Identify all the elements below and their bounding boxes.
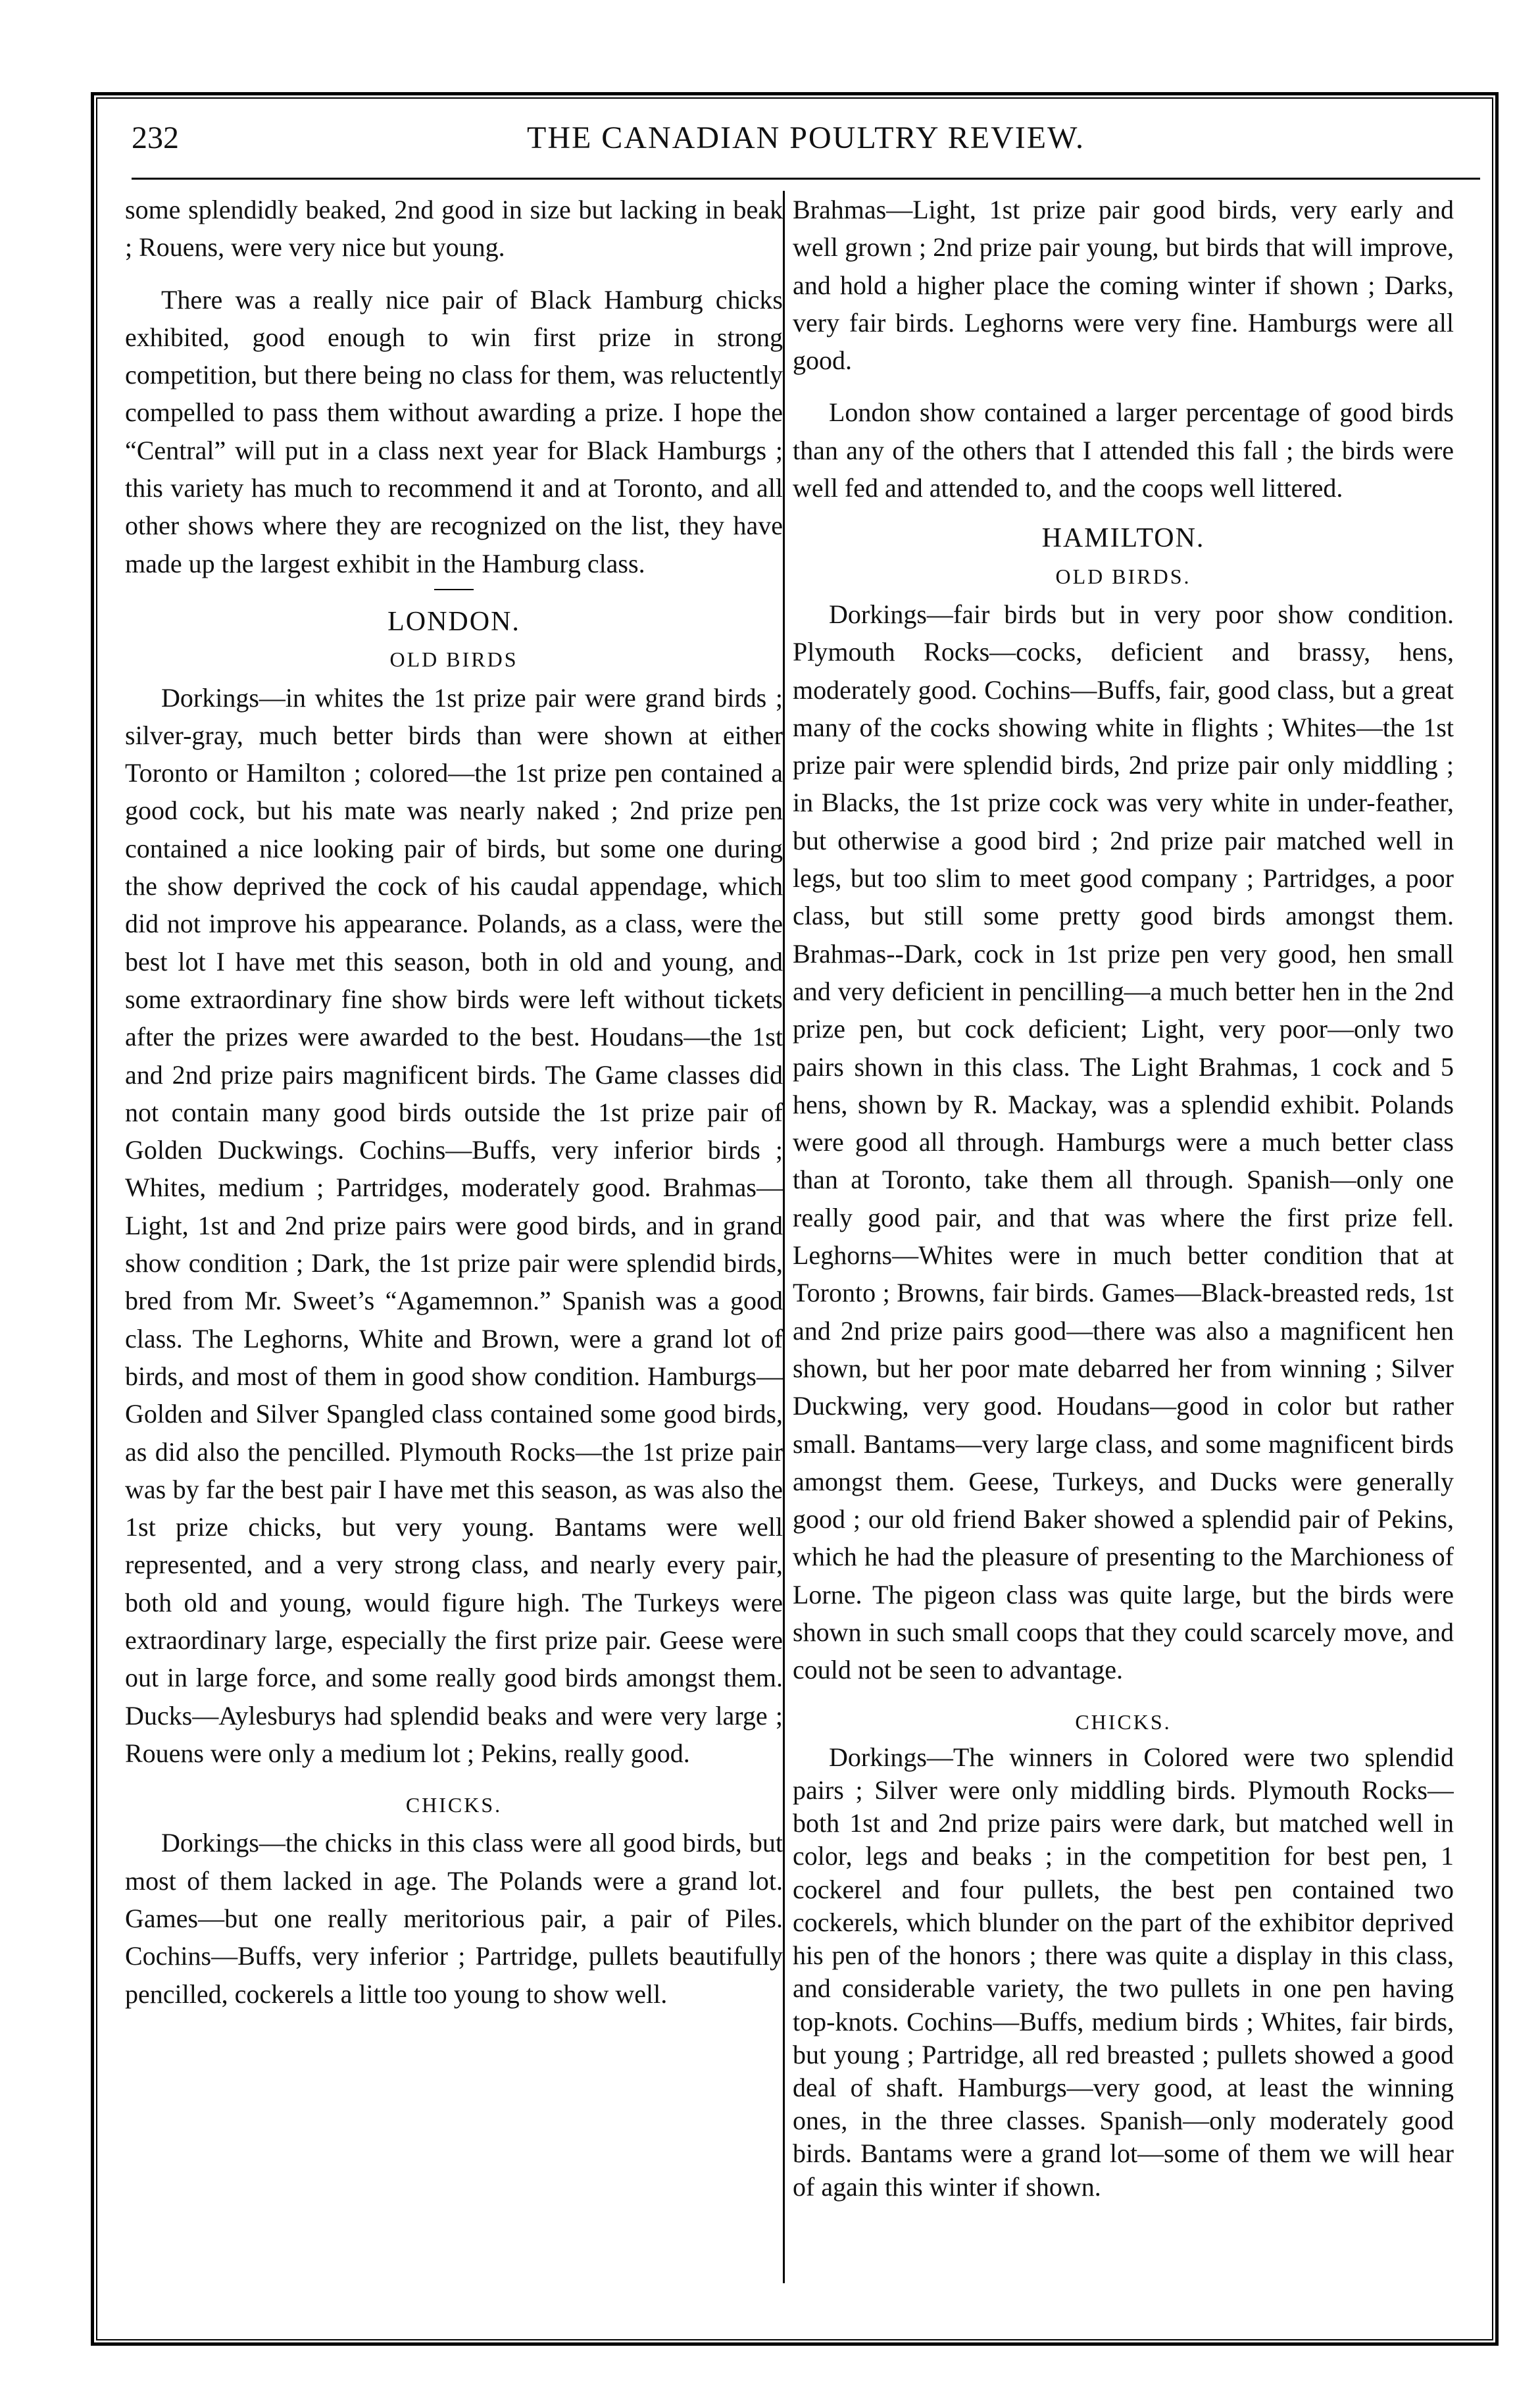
section-divider <box>434 589 474 590</box>
left-column <box>125 191 783 2290</box>
subheading-chicks: CHICKS. <box>1075 1709 1172 1734</box>
header-rule <box>132 178 1480 180</box>
paragraph: Dorkings—in whites the 1st prize pair were grand birds ; silver-gray, much better birds than were shown at either Toronto or Hamilton ; colored—the 1st prize pen contained a good cock, but his mate was nearly naked ; 2nd prize pen contained a nice looking pair of birds, but some one during the show deprived the cock of his caudal appendage, which did not improve his appearance. Polands, as a class, were the best lot I have met this season, both in old and young, and some extraordinary fine show birds were left without tickets after the prizes were awarded to the best. Houdans—the 1st and 2nd prize pairs magnificent birds. The Game classes did not contain many good birds outside the 1st prize pair of Golden Duckwings. Cochins—Buffs, very inferior birds ; Whites, medium ; Partridges, moderately good. Brahmas—Light, 1st and 2nd prize pairs were good birds, and in grand show condition ; Dark, the 1st prize pair were splendid birds, bred from Mr. Sweet’s “Agamemnon.” Spanish was a good class. The Leghorns, White and Brown, were a grand lot of birds, and most of them in good show condition. Hamburgs—Golden and Silver Spangled class contained some good birds, as did also the pencilled. Plymouth Rocks—the 1st prize pair was by far the best pair I have met this season, as was also the 1st prize chicks, but very young. Bantams were well represented, and a very strong class, and nearly every pair, both old and young, would figure high. The Turkeys were extraordinary large, especially the first prize pair. Geese were out in large force, and some really good birds amongst them. Ducks—Aylesburys had splendid beaks and were very large ; Rouens were only a medium lot ; Pekins, really good. <box>125 682 783 1768</box>
paragraph: Dorkings—fair birds but in very poor show condition. Plymouth Rocks—cocks, deficient and brassy, hens, moderately good. Cochins—Buffs, fair, good class, but a great many of the cocks showing white in flights ; Whites—the 1st prize pair were splendid birds, 2nd prize pair only middling ; in Blacks, the 1st prize cock was very white in under-feather, but otherwise a good bird ; 2nd prize pair matched well in legs, but too slim to meet good company ; Partridges, a poor class, but still some pretty good birds amongst them. Brahmas--Dark, cock in 1st prize pen very good, hen small and very deficient in pencilling—a much better hen in the 2nd prize pen, but cock deficient; Light, very poor—only two pairs shown in this class. The Light Brahmas, 1 cock and 5 hens, shown by R. Mackay, was a splendid exhibit. Polands were good all through. Hamburgs were a much better class than at Toronto, take them all through. Spanish—only one really good pair, and that was where the first prize fell. Leghorns—Whites were in much better condition that at Toronto ; Browns, fair birds. Games—Black-breasted reds, 1st and 2nd prize pairs good—there was also a magnificent hen shown, but her poor mate debarred her from winning ; Silver Duckwing, very good. Houdans—good in color but rather small. Bantams—very large class, and some magnificent birds amongst them. Geese, Turkeys, and Ducks were generally good ; our old friend Baker showed a splendid pair of Pekins, which he had the pleasure of presenting to the Marchioness of Lorne. The pigeon class was quite large, but the birds were shown in such small coops that they could scarcely move, and could not be seen to advantage. <box>793 599 1454 1685</box>
paragraph: Dorkings—The winners in Colored were two splendid pairs ; Silver were only middling birds. Plymouth Rocks—both 1st and 2nd prize pairs were dark, but matched well in color, legs and beaks ; in the competition for best pen, 1 cockerel and four pullets, the best pen contained two cockerels, which blunder on the part of the exhibitor deprived his pen of the honors ; there was quite a display in this class, and considerable variety, the two pullets in one pen having top-knots. Cochins—Buffs, medium birds ; Whites, fair birds, but young ; Partridge, all red breasted ; pullets showed a good deal of shaft. Hamburgs—very good, at least the winning ones, in the three classes. Spanish—only moderately good birds. Bantams were a grand lot—some of them we will hear of again this winter if shown. <box>793 1742 1454 2202</box>
subheading-old-birds: OLD BIRDS. <box>1055 564 1191 588</box>
page-number: 232 <box>132 120 179 155</box>
paragraph: some splendidly beaked, 2nd good in size but lacking in beak ; Rouens, were very nice but young. <box>125 195 783 263</box>
page-header <box>132 120 1480 172</box>
right-column <box>793 191 1454 2290</box>
column-divider <box>783 191 785 2283</box>
subheading-old-birds: OLD BIRDS <box>389 647 518 672</box>
subheading-chicks: CHICKS. <box>405 1793 503 1817</box>
journal-title: THE CANADIAN POULTRY REVIEW. <box>527 120 1085 155</box>
paragraph: London show contained a larger percentage of good birds than any of the others that I attended this fall ; the birds were well fed and attended to, and the coops well littered. <box>793 397 1454 503</box>
paragraph: Brahmas—Light, 1st prize pair good birds, very early and well grown ; 2nd prize pair young, but birds that will improve, and hold a higher place the coming winter if shown ; Darks, very fair birds. Leghorns were very fine. Hamburgs were all good. <box>793 195 1454 376</box>
section-heading-hamilton: HAMILTON. <box>1041 523 1205 554</box>
section-heading-london: LONDON. <box>387 606 520 637</box>
paragraph: Dorkings—the chicks in this class were all good birds, but most of them lacked in age. The Polands were a grand lot. Games—but one really meritorious pair, a pair of Piles. Cochins—Buffs, very inferior ; Partridge, pullets beautifully pencilled, cockerels a little too young to show well. <box>125 1828 783 2009</box>
paragraph: There was a really nice pair of Black Hamburg chicks exhibited, good enough to win first prize in strong competition, but there being no class for them, was reluctently compelled to pass them without awarding a prize. I hope the “Central” will put in a class next year for Black Hamburgs ; this variety has much to recommend it and at Toronto, and all other shows where they are recognized on the list, they have made up the largest exhibit in the Hamburg class. <box>125 284 783 578</box>
